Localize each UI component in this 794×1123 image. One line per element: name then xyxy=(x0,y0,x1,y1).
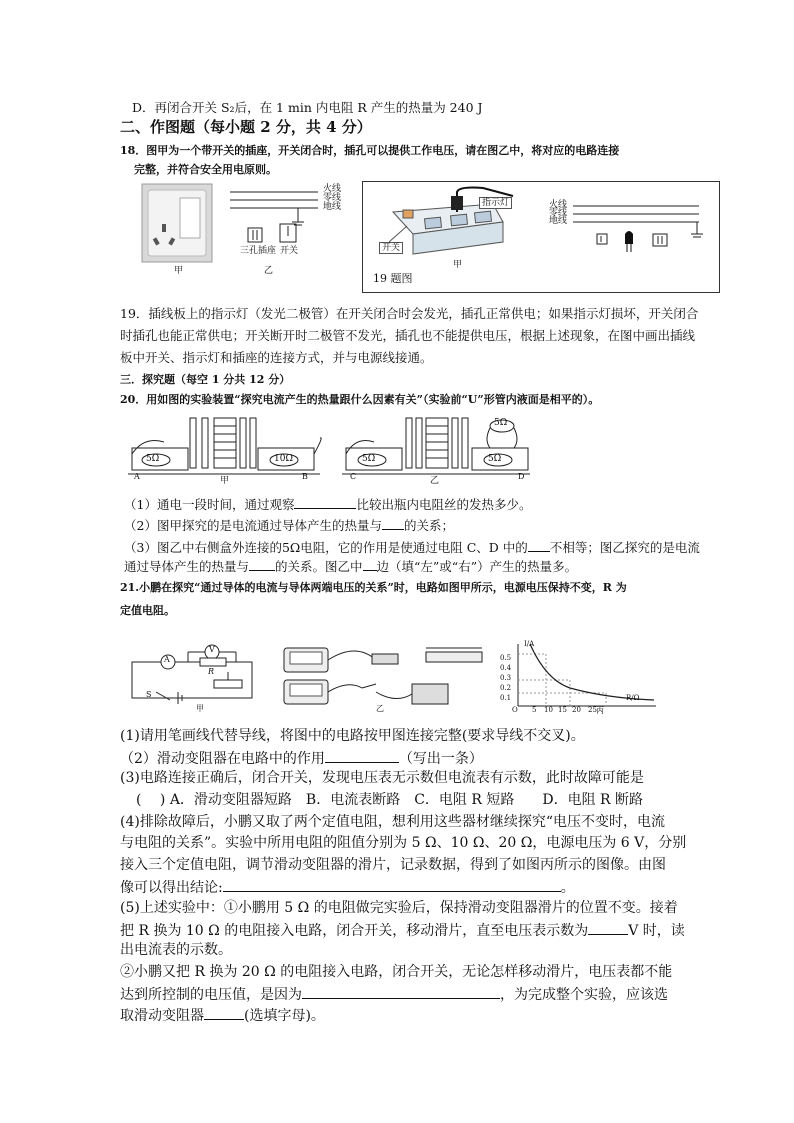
q21-ytick-02: 0.2 xyxy=(500,684,512,692)
q21-sub-yi: 乙 xyxy=(376,704,384,713)
q21-p3b: ( ) A．滑动变阻器短路 B．电流表断路 C．电阻 R 短路 D．电阻 R 断路 xyxy=(136,792,644,808)
q21-p4c: 接入三个定值电阻，调节滑动变阻器的滑片，记录数据，得到了如图丙所示的图像。由图 xyxy=(120,857,666,873)
q20-figure xyxy=(124,414,534,492)
q18-sub-jia: 甲 xyxy=(174,266,184,276)
q19-power-strip xyxy=(363,182,719,292)
q20-p4-blank-1[interactable] xyxy=(249,558,275,571)
q18-left-wire-neutral: 零线 xyxy=(323,193,342,203)
q21-xtick-o: O xyxy=(512,706,518,714)
q21-meter-a: A xyxy=(164,655,170,664)
q20-p3-text-b: 不相等；图乙探究的是电流 xyxy=(549,540,700,555)
q19-caption: 19 题图 xyxy=(373,272,413,285)
q19-figure-box xyxy=(362,181,720,293)
q20-p3-text-a: （3）图乙中右侧盒外连接的5Ω电阻，它的作用是使通过电阻 C、D 中的 xyxy=(124,540,528,555)
q18-label-switch: 开关 xyxy=(280,246,299,256)
q21-p2-blank[interactable] xyxy=(325,748,399,763)
q21-p1: (1)请用笔画线代替导线，将图中的电路按甲图连接完整(要求导线不交叉)。 xyxy=(120,728,585,744)
q21-p5b-text-b: V 时，读 xyxy=(628,923,685,939)
q20-res-a: 5Ω xyxy=(146,454,160,464)
q18-left-wire-fire: 火线 xyxy=(323,184,342,194)
q21-ytick-05: 0.5 xyxy=(500,654,512,662)
q21-sub-jia: 甲 xyxy=(196,704,204,713)
q20-res-ext: 5Ω xyxy=(494,418,508,428)
q19-line1: 19．插线板上的指示灯（发光二极管）在开关闭合时会发光，插孔正常供电；如果指示灯损坏，开关闭合 xyxy=(120,306,699,321)
q20-p4 xyxy=(124,558,577,575)
q21-xtick-10: 10 xyxy=(544,706,553,714)
q21-xtick-15: 15 xyxy=(558,706,567,714)
q20-sub-jia: 甲 xyxy=(220,476,230,486)
q21-p5c: 出电流表的示数。 xyxy=(120,942,232,958)
q21-xtick-20: 20 xyxy=(572,706,581,714)
q21-ytick-04: 0.4 xyxy=(500,664,512,672)
q18-line2: 完整，并符合安全用电原则。 xyxy=(134,163,277,176)
q21-ytick-03: 0.3 xyxy=(500,674,512,682)
option-d-line: D．再闭合开关 S₂后，在 1 min 内电阻 R 产生的热量为 240 J xyxy=(132,100,483,115)
q21-p6-blank-2[interactable] xyxy=(204,1005,244,1020)
q21-p2-text-a: （2）滑动变阻器在电路中的作用 xyxy=(120,751,325,767)
q21-r-label: R xyxy=(208,667,215,676)
q21-p6c-text-a: 取滑动变阻器 xyxy=(120,1008,204,1024)
q18-sub-yi: 乙 xyxy=(264,266,274,276)
q18-left-wire-ground: 地线 xyxy=(323,202,342,212)
q21-p4d xyxy=(120,877,575,897)
q20-p2-text-b: 的关系； xyxy=(403,518,454,533)
q19-wire-neutral: 零线 xyxy=(549,208,568,218)
q20-p4-text-c: 边（填“左”或“右”）产生的热量多。 xyxy=(376,559,578,574)
q21-p4a: (4)排除故障后，小鹏又取了两个定值电阻，想利用这些器材继续探究“电压不变时，电流 xyxy=(120,814,665,830)
q21-p5a: (5)上述实验中：①小鹏用 5 Ω 的电阻做完实验后，保持滑动变阻器滑片的位置不变。接着 xyxy=(120,900,678,916)
q21-p6b xyxy=(120,984,668,1004)
q21-p2 xyxy=(120,748,483,768)
q20-res-d: 5Ω xyxy=(488,454,502,464)
q21-circuits xyxy=(126,640,666,716)
q19-switch-label: 开关 xyxy=(379,242,403,254)
q20-p3 xyxy=(124,539,700,556)
section-3-title: 三．探究题（每空 1 分共 12 分） xyxy=(120,373,291,386)
q20-sub-yi: 乙 xyxy=(430,476,440,486)
q21-sub-bing: 丙 xyxy=(596,706,604,715)
q21-line1: 21.小鹏在探究“通过导体的电流与导体两端电压的关系”时，电路如图甲所示，电源电压保持不变，R 为 xyxy=(120,581,627,594)
q21-p6c-text-b: (选填字母)。 xyxy=(244,1008,325,1024)
q21-graph-xlabel: R/Ω xyxy=(626,694,640,702)
q21-xtick-25: 25 xyxy=(588,706,597,714)
q18-label-socket: 三孔插座 xyxy=(240,246,277,256)
q20-p2-text-a: （2）图甲探究的是电流通过导体产生的热量与 xyxy=(124,518,382,533)
q21-s-label: S xyxy=(146,690,152,699)
q21-p6a: ②小鹏又把 R 换为 20 Ω 的电阻接入电路，闭合开关，无论怎样移动滑片，电压表都不能 xyxy=(120,964,673,980)
q20-letter-d: D xyxy=(518,472,525,481)
q21-p4-blank[interactable] xyxy=(223,877,561,892)
q20-p2-blank[interactable] xyxy=(382,517,404,530)
q21-p5b-text-a: 把 R 换为 10 Ω 的电阻接入电路，闭合开关，移动滑片，直至电压表示数为 xyxy=(120,923,589,939)
q20-title: 20．用如图的实验装置“探究电流产生的热量跟什么因素有关”（实验前“U”形管内液面是相平的）。 xyxy=(120,393,600,406)
q20-p2 xyxy=(124,517,454,534)
q21-meter-v: V xyxy=(209,645,215,654)
q20-p1-blank[interactable] xyxy=(294,496,356,509)
q21-p5-blank[interactable] xyxy=(588,920,628,935)
q20-p1 xyxy=(124,496,531,513)
q21-p5b xyxy=(120,920,685,940)
q20-p1-text-a: （1）通电一段时间，通过观察 xyxy=(124,497,295,512)
q21-graph-ylabel: I/A xyxy=(524,640,535,648)
q20-res-c: 5Ω xyxy=(362,454,376,464)
q21-ytick-01: 0.1 xyxy=(500,694,512,702)
q21-xtick-5: 5 xyxy=(532,706,537,714)
q21-p4d-text: 像可以得出结论: xyxy=(120,880,223,896)
q20-letter-b: B xyxy=(302,472,308,481)
q21-p4e-text: 。 xyxy=(560,880,575,896)
q21-p6-blank-1[interactable] xyxy=(302,984,500,999)
q20-res-b: 10Ω xyxy=(274,454,293,464)
q20-letter-c: C xyxy=(350,472,357,481)
q20-apparatus xyxy=(124,414,534,492)
q21-figure xyxy=(126,640,666,716)
q20-p4-text-b: 的关系。图乙中 xyxy=(275,559,363,574)
q21-p2-text-b: （写出一条） xyxy=(398,751,483,767)
q21-p6c xyxy=(120,1005,325,1025)
q20-p1-text-b: 比较出瓶内电阻丝的发热多少。 xyxy=(356,497,532,512)
q19-line3: 板中开关、指示灯和插座的连接方式，并与电源线接通。 xyxy=(120,350,433,365)
q19-line2: 时插孔也能正常供电；开关断开时二极管不发光，插孔也不能提供电压，根据上述现象，在图中画出插线 xyxy=(120,328,696,343)
q20-p4-blank-2[interactable] xyxy=(363,558,377,571)
q21-p6b-text-b: ，为完成整个实验，应该选 xyxy=(500,987,668,1003)
q18-line1: 18．图甲为一个带开关的插座，开关闭合时，插孔可以提供工作电压，请在图乙中，将对应的电路连接 xyxy=(120,144,620,157)
q20-p3-blank[interactable] xyxy=(528,539,550,552)
q19-indicator-label: 指示灯 xyxy=(479,197,512,209)
q21-p6b-text-a: 达到所控制的电压值，是因为 xyxy=(120,987,302,1003)
q21-p3a: (3)电路连接正确后，闭合开关，发现电压表无示数但电流表有示数，此时故障可能是 xyxy=(120,770,644,786)
q21-p4b: 与电阻的关系”。实验中所用电阻的阻值分别为 5 Ω、10 Ω、20 Ω，电源电压为 6 V，分别 xyxy=(120,835,687,851)
q19-wire-fire: 火线 xyxy=(549,200,568,210)
q21-line2: 定值电阻。 xyxy=(120,604,175,617)
q18-left-figure xyxy=(140,182,355,282)
section-2-title: 二、作图题（每小题 2 分，共 4 分） xyxy=(120,118,372,136)
q20-p4-text-a: 通过导体产生的热量与 xyxy=(124,559,250,574)
q19-sub-jia: 甲 xyxy=(453,260,463,270)
q19-wire-ground: 地线 xyxy=(549,216,568,226)
q20-letter-a: A xyxy=(134,472,140,481)
